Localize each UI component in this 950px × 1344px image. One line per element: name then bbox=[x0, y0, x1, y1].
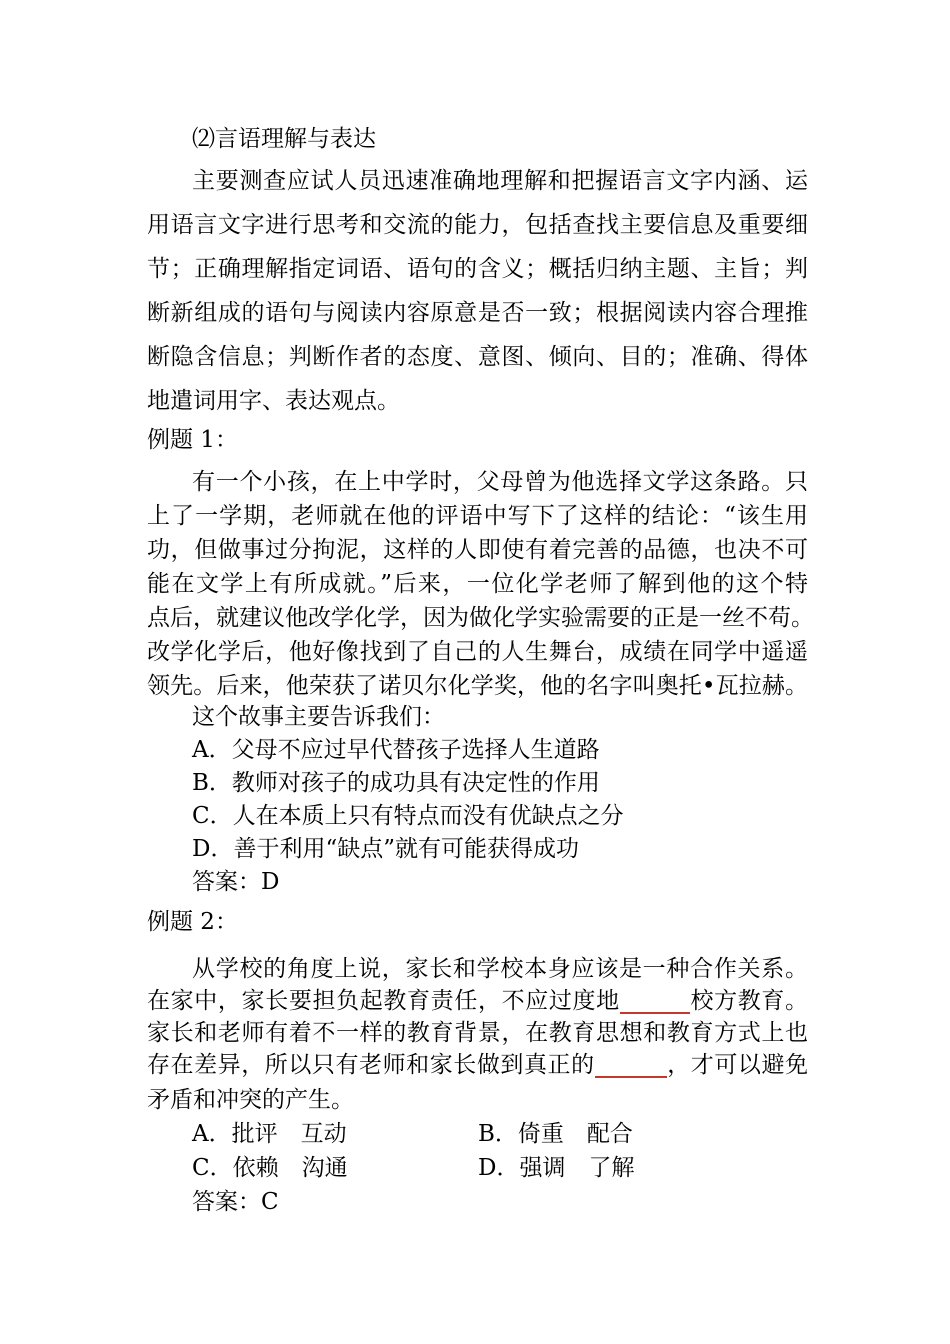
example2-passage-line bbox=[147, 986, 808, 1016]
example1-option-b: B．教师对孩子的成功具有决定性的作用 bbox=[192, 770, 600, 796]
example2-line4-before: 存在差异，所以只有老师和家长做到真正的 bbox=[147, 1052, 595, 1078]
example1-passage-line: 功，但做事过分拘泥，这样的人即使有着完善的品德，也决不可 bbox=[147, 537, 808, 563]
example1-question: 这个故事主要告诉我们： bbox=[192, 704, 445, 730]
example2-option-c: C．依赖 沟通 bbox=[192, 1155, 348, 1181]
example2-line2-before: 在家中，家长要担负起教育责任，不应过度地 bbox=[147, 988, 620, 1014]
section-title: ⑵言语理解与表达 bbox=[192, 126, 376, 152]
intro-line: 地遣词用字、表达观点。 bbox=[147, 388, 400, 414]
example1-passage-line: 上了一学期，老师就在他的评语中写下了这样的结论：“该生用 bbox=[147, 503, 808, 529]
example2-option-d: D．强调 了解 bbox=[478, 1155, 635, 1181]
example1-option-d: D．善于利用“缺点”就有可能获得成功 bbox=[192, 836, 579, 862]
fill-blank-2 bbox=[595, 1050, 667, 1078]
example1-option-a: A．父母不应过早代替孩子选择人生道路 bbox=[192, 737, 600, 763]
intro-line: 主要测查应试人员迅速准确地理解和把握语言文字内涵、运 bbox=[192, 168, 808, 194]
example2-passage-line: 矛盾和冲突的产生。 bbox=[147, 1087, 354, 1113]
example1-passage-line: 有一个小孩，在上中学时，父母曾为他选择文学这条路。只 bbox=[192, 469, 808, 495]
example1-passage-line: 能在文学上有所成就。”后来，一位化学老师了解到他的这个特 bbox=[147, 571, 808, 597]
fill-blank-1 bbox=[620, 986, 690, 1014]
example1-option-c: C．人在本质上只有特点而没有优缺点之分 bbox=[192, 803, 624, 829]
intro-line: 断新组成的语句与阅读内容原意是否一致；根据阅读内容合理推 bbox=[147, 300, 808, 326]
example2-label: 例题 2： bbox=[147, 909, 238, 935]
example2-option-b: B．倚重 配合 bbox=[478, 1121, 633, 1147]
example1-passage-line: 点后，就建议他改学化学，因为做化学实验需要的正是一丝不苟。 bbox=[147, 605, 814, 631]
example1-label: 例题 1： bbox=[147, 427, 238, 453]
intro-line: 节；正确理解指定词语、语句的含义；概括归纳主题、主旨；判 bbox=[147, 256, 808, 282]
example1-passage-line: 领先。后来，他荣获了诺贝尔化学奖，他的名字叫奥托•瓦拉赫。 bbox=[147, 673, 808, 699]
intro-line: 用语言文字进行思考和交流的能力，包括查找主要信息及重要细 bbox=[147, 212, 808, 238]
example2-option-a: A．批评 互动 bbox=[192, 1121, 347, 1147]
example2-passage-line bbox=[147, 1050, 808, 1080]
intro-line: 断隐含信息；判断作者的态度、意图、倾向、目的；准确、得体 bbox=[147, 344, 808, 370]
example2-passage-line: 从学校的角度上说，家长和学校本身应该是一种合作关系。 bbox=[192, 956, 808, 982]
example2-passage-line: 家长和老师有着不一样的教育背景，在教育思想和教育方式上也 bbox=[147, 1020, 808, 1046]
example1-passage-line: 改学化学后，他好像找到了自己的人生舞台，成绩在同学中遥遥 bbox=[147, 639, 808, 665]
example2-line4-after: ，才可以避免 bbox=[666, 1052, 809, 1078]
example2-answer: 答案：C bbox=[192, 1189, 279, 1215]
example2-line2-after: 校方教育。 bbox=[689, 988, 809, 1014]
example1-answer: 答案：D bbox=[192, 869, 280, 895]
